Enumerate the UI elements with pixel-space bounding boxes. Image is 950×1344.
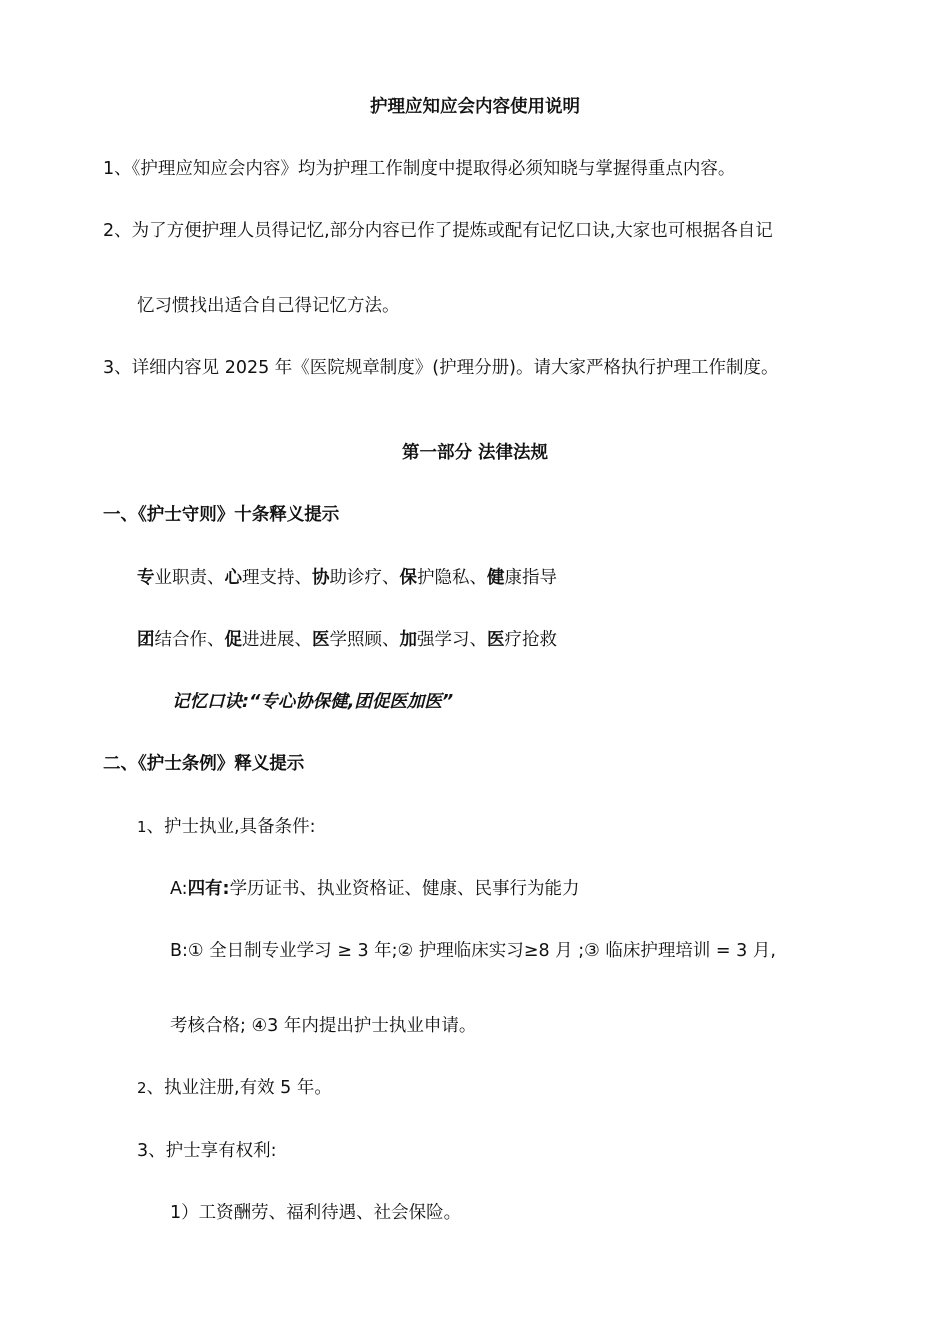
memory-mnemonic: 记忆口诀:“专心协保健,团促医加医” [172,692,454,712]
row2-text-4: 强学习、 [417,630,487,650]
intro-item-3: 3、详细内容见 2025 年《医院规章制度》(护理分册)。请大家严格执行护理工作制度。 [103,358,779,378]
row2-text-3: 学照顾、 [329,630,400,650]
row1-text-1: 业职责、 [154,568,225,588]
row2-text-2: 进进展、 [242,630,312,650]
condition-a-bold: 四有: [187,879,230,899]
row2-lead-3: 医 [312,630,330,650]
item-2-number: 2 [137,1079,147,1097]
item-1-number: 1 [137,818,147,836]
item-2-text: 、执业注册,有效 5 年。 [146,1078,332,1098]
document-title: 护理应知应会内容使用说明 [370,97,580,117]
row1-text-5: 康指导 [504,568,557,588]
intro-item-2-line-2: 忆习惯找出适合自己得记忆方法。 [137,296,400,316]
row2-text-1: 结合作、 [154,630,225,650]
row2-lead-1: 团 [137,630,155,650]
row1-lead-5: 健 [487,568,505,588]
intro-item-2-line-1: 2、为了方便护理人员得记忆,部分内容已作了提炼或配有记忆口诀,大家也可根据各自记 [103,221,773,241]
section-2-item-3: 3、护士享有权利: [137,1141,277,1161]
condition-a-prefix: A: [170,879,188,899]
item-1-condition-b-line-2: 考核合格; ④3 年内提出护士执业申请。 [170,1016,477,1036]
row1-lead-1: 专 [137,568,155,588]
section-2-heading: 二、《护士条例》释义提示 [103,754,305,774]
item-1-text: 、护士执业,具备条件: [146,817,316,837]
item-3-subitem-1: 1）工资酬劳、福利待遇、社会保险。 [170,1203,462,1223]
row1-lead-3: 协 [312,568,330,588]
row2-text-5: 疗抢救 [504,630,557,650]
item-1-condition-a [170,877,580,901]
section-1-heading: 一、《护士守则》十条释义提示 [103,505,340,525]
item-1-condition-b-line-1: B:① 全日制专业学习 ≥ 3 年;② 护理临床实习≥8 月 ;③ 临床护理培训 = 3 月, [170,941,776,961]
row1-lead-2: 心 [224,568,242,588]
intro-item-1: 1、《护理应知应会内容》均为护理工作制度中提取得必须知晓与掌握得重点内容。 [103,159,736,179]
part-1-title: 第一部分 法律法规 [401,443,549,463]
row2-lead-5: 医 [487,630,505,650]
condition-a-text: 学历证书、执业资格证、健康、民事行为能力 [229,879,580,899]
row2-lead-4: 加 [399,630,417,650]
section-2-item-2 [137,1076,332,1100]
row1-text-2: 理支持、 [242,568,312,588]
row1-text-3: 助诊疗、 [329,568,400,588]
row2-lead-2: 促 [224,630,242,650]
row1-text-4: 护隐私、 [417,568,487,588]
nurse-code-row-2 [137,628,557,652]
section-2-item-1 [137,815,316,839]
row1-lead-4: 保 [399,568,417,588]
nurse-code-row-1 [137,566,557,590]
